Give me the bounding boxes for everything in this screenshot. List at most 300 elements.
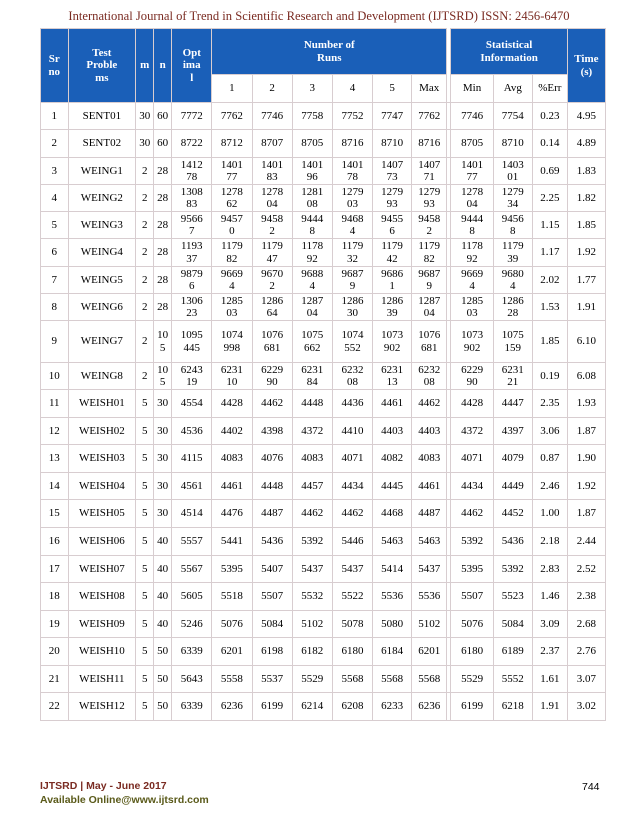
table-cell: 5102 [412, 611, 447, 638]
table-cell: 1076 681 [412, 321, 447, 363]
table-cell: 5 [136, 500, 154, 528]
table-cell: 4071 [332, 445, 372, 473]
table-cell: 5518 [212, 583, 252, 611]
table-cell: 4445 [373, 473, 412, 500]
table-cell: WEISH12 [68, 693, 136, 721]
table-cell: 6180 [451, 638, 493, 666]
table-cell: 4462 [412, 390, 447, 418]
table-cell: 1.46 [532, 583, 567, 611]
table-cell: 1287 04 [412, 294, 447, 321]
table-cell: 4428 [451, 390, 493, 418]
table-cell: 1407 73 [373, 158, 412, 185]
table-cell: 0.19 [532, 363, 567, 390]
table-cell: WEING6 [68, 294, 136, 321]
table-cell: 4461 [412, 473, 447, 500]
table-cell: 5 [136, 583, 154, 611]
table-cell: WEISH05 [68, 500, 136, 528]
table-cell: 7772 [172, 103, 212, 130]
table-cell: 2.46 [532, 473, 567, 500]
table-cell: 1073 902 [451, 321, 493, 363]
table-cell: 5076 [451, 611, 493, 638]
table-cell: 30 [154, 473, 172, 500]
table-cell: 4082 [373, 445, 412, 473]
header-m: m [136, 29, 154, 103]
table-cell: 6214 [292, 693, 332, 721]
table-cell: 40 [154, 528, 172, 556]
table-cell: WEING8 [68, 363, 136, 390]
table-cell: 9686 1 [373, 267, 412, 294]
table-cell: 1193 37 [172, 239, 212, 267]
table-cell: 5536 [373, 583, 412, 611]
table-cell: WEISH11 [68, 666, 136, 693]
table-cell: 4468 [373, 500, 412, 528]
table-cell: 22 [41, 693, 69, 721]
table-row [41, 130, 606, 158]
table-cell: 2 [136, 321, 154, 363]
table-cell: 5463 [412, 528, 447, 556]
table-cell: 6339 [172, 693, 212, 721]
table-cell: 1281 08 [292, 185, 332, 212]
table-cell: 2.25 [532, 185, 567, 212]
footer-website: Available Online@www.ijtsrd.com [40, 794, 209, 806]
table-cell: 30 [154, 445, 172, 473]
table-cell: 5395 [212, 556, 252, 583]
table-cell: 4536 [172, 418, 212, 445]
table-cell: 4487 [412, 500, 447, 528]
table-cell: 5507 [451, 583, 493, 611]
table-cell: 5437 [292, 556, 332, 583]
table-cell: 9456 8 [493, 212, 532, 239]
table-cell: 4462 [451, 500, 493, 528]
table-cell: 1.87 [567, 418, 605, 445]
table-cell: 5463 [373, 528, 412, 556]
table-cell: 5392 [451, 528, 493, 556]
table-cell: 9458 2 [412, 212, 447, 239]
table-cell: 2.52 [567, 556, 605, 583]
table-row [41, 239, 606, 267]
table-cell: SENT01 [68, 103, 136, 130]
table-cell: 4434 [451, 473, 493, 500]
table-cell: WEING7 [68, 321, 136, 363]
table-row [41, 363, 606, 390]
header-statistical-information: Statistical Information [451, 29, 567, 75]
table-cell: 30 [136, 130, 154, 158]
table-cell: 6201 [412, 638, 447, 666]
table-cell: 8712 [212, 130, 252, 158]
table-cell: 5076 [212, 611, 252, 638]
table-cell: 1076 681 [252, 321, 292, 363]
table-cell: 3.06 [532, 418, 567, 445]
table-cell: 5 [136, 418, 154, 445]
table-row [41, 583, 606, 611]
table-row [41, 418, 606, 445]
header-optimal: Opt ima l [172, 29, 212, 103]
table-cell: 1178 92 [292, 239, 332, 267]
table-cell: 5558 [212, 666, 252, 693]
subheader-cell: 2 [252, 75, 292, 103]
table-cell: 6184 [373, 638, 412, 666]
table-cell: 50 [154, 693, 172, 721]
subheader-cell: Avg [493, 75, 532, 103]
table-cell: 13 [41, 445, 69, 473]
table-cell: 5246 [172, 611, 212, 638]
table-cell: 5536 [412, 583, 447, 611]
table-cell: 4397 [493, 418, 532, 445]
table-cell: 1179 32 [332, 239, 372, 267]
table-cell: WEING2 [68, 185, 136, 212]
table-cell: 5507 [252, 583, 292, 611]
table-cell: 5537 [252, 666, 292, 693]
table-cell: 9669 4 [451, 267, 493, 294]
table-cell: 7758 [292, 103, 332, 130]
table-cell: 2 [136, 158, 154, 185]
table-cell: 5522 [332, 583, 372, 611]
table-cell: 50 [154, 638, 172, 666]
table-row [41, 158, 606, 185]
table-cell: 1.85 [567, 212, 605, 239]
table-cell: 2.38 [567, 583, 605, 611]
table-cell: 2.76 [567, 638, 605, 666]
table-cell: 1.17 [532, 239, 567, 267]
table-cell: 6189 [493, 638, 532, 666]
table-cell: 19 [41, 611, 69, 638]
table-cell: 9566 7 [172, 212, 212, 239]
table-cell: 8707 [252, 130, 292, 158]
table-cell: 1179 47 [252, 239, 292, 267]
table-cell: 7762 [212, 103, 252, 130]
table-cell: 1279 03 [332, 185, 372, 212]
table-cell: 8705 [292, 130, 332, 158]
table-cell: WEISH08 [68, 583, 136, 611]
table-cell: 5078 [332, 611, 372, 638]
table-cell: 4449 [493, 473, 532, 500]
subheader-cell: 4 [332, 75, 372, 103]
table-cell: 1178 92 [451, 239, 493, 267]
table-cell: 1279 93 [373, 185, 412, 212]
table-cell: 5437 [332, 556, 372, 583]
table-cell: 9680 4 [493, 267, 532, 294]
table-cell: 5 [136, 473, 154, 500]
table-row [41, 473, 606, 500]
table-cell: 9457 0 [212, 212, 252, 239]
table-row [41, 556, 606, 583]
table-cell: 3 [41, 158, 69, 185]
table-cell: 5392 [493, 556, 532, 583]
table-cell: 0.14 [532, 130, 567, 158]
subheader-cell: %Err [532, 75, 567, 103]
table-cell: 4461 [212, 473, 252, 500]
table-row [41, 500, 606, 528]
table-cell: WEING5 [68, 267, 136, 294]
table-cell: 4.89 [567, 130, 605, 158]
table-cell: 9687 9 [332, 267, 372, 294]
table-cell: 1.90 [567, 445, 605, 473]
table-cell: 0.23 [532, 103, 567, 130]
footer-issue: IJTSRD | May - June 2017 [40, 780, 167, 792]
results-table [40, 28, 606, 721]
table-cell: 2.83 [532, 556, 567, 583]
table-cell: 18 [41, 583, 69, 611]
table-cell: 9670 2 [252, 267, 292, 294]
table-cell: 16 [41, 528, 69, 556]
table-cell: WEING3 [68, 212, 136, 239]
table-cell: 4461 [373, 390, 412, 418]
table-row [41, 693, 606, 721]
table-cell: 5605 [172, 583, 212, 611]
table-cell: 4076 [252, 445, 292, 473]
table-cell: 4476 [212, 500, 252, 528]
table-cell: 4083 [412, 445, 447, 473]
table-cell: 1401 83 [252, 158, 292, 185]
table-row [41, 390, 606, 418]
table-cell: 8705 [451, 130, 493, 158]
table-cell: 28 [154, 158, 172, 185]
page-number: 744 [582, 781, 600, 793]
table-cell: 1073 902 [373, 321, 412, 363]
table-cell: 1286 30 [332, 294, 372, 321]
table-cell: 1.82 [567, 185, 605, 212]
table-cell: 5529 [292, 666, 332, 693]
table-cell: 1401 77 [212, 158, 252, 185]
table-cell: 5552 [493, 666, 532, 693]
header-test-problems: Test Proble ms [68, 29, 136, 103]
table-row [41, 666, 606, 693]
table-cell: 5080 [373, 611, 412, 638]
table-cell: 4436 [332, 390, 372, 418]
table-cell: 6231 84 [292, 363, 332, 390]
table-cell: 6233 [373, 693, 412, 721]
table-cell: 2.68 [567, 611, 605, 638]
table-cell: 5 [136, 693, 154, 721]
table-cell: 11 [41, 390, 69, 418]
table-cell: 1285 03 [212, 294, 252, 321]
table-cell: 4561 [172, 473, 212, 500]
subheader-cell: Max [412, 75, 447, 103]
table-cell: 2 [136, 363, 154, 390]
footer [40, 779, 209, 807]
table-cell: 40 [154, 556, 172, 583]
table-cell: 2.18 [532, 528, 567, 556]
table-cell: 5 [136, 638, 154, 666]
table-cell: WEISH02 [68, 418, 136, 445]
table-cell: 5407 [252, 556, 292, 583]
table-cell: 1.91 [532, 693, 567, 721]
table-cell: 9879 6 [172, 267, 212, 294]
table-cell: 2.37 [532, 638, 567, 666]
table-cell: 7754 [493, 103, 532, 130]
table-cell: 1.83 [567, 158, 605, 185]
table-cell: 9 [41, 321, 69, 363]
table-cell: 6208 [332, 693, 372, 721]
table-cell: 4410 [332, 418, 372, 445]
table-cell: 5414 [373, 556, 412, 583]
table-cell: 5568 [412, 666, 447, 693]
table-cell: 1075 159 [493, 321, 532, 363]
table-cell: 2 [136, 185, 154, 212]
table-cell: 2 [136, 294, 154, 321]
table-cell: 9458 2 [252, 212, 292, 239]
table-cell: 5532 [292, 583, 332, 611]
table-cell: 9468 4 [332, 212, 372, 239]
table-cell: 1403 01 [493, 158, 532, 185]
table-cell: 7747 [373, 103, 412, 130]
table-cell: 6243 19 [172, 363, 212, 390]
table-cell: 1.91 [567, 294, 605, 321]
table-cell: 6199 [252, 693, 292, 721]
table-cell: 4428 [212, 390, 252, 418]
table-cell: 4402 [212, 418, 252, 445]
table-cell: 1306 23 [172, 294, 212, 321]
table-cell: 4487 [252, 500, 292, 528]
table-cell: WEING1 [68, 158, 136, 185]
table-row [41, 212, 606, 239]
table-cell: 4462 [332, 500, 372, 528]
table-cell: 6236 [412, 693, 447, 721]
table-cell: 5395 [451, 556, 493, 583]
table-cell: WEISH06 [68, 528, 136, 556]
table-cell: 2.02 [532, 267, 567, 294]
table-cell: 1412 78 [172, 158, 212, 185]
table-cell: 60 [154, 103, 172, 130]
table-cell: 5567 [172, 556, 212, 583]
table-cell: WEISH09 [68, 611, 136, 638]
table-cell: SENT02 [68, 130, 136, 158]
table-cell: 3.02 [567, 693, 605, 721]
table-cell: 3.09 [532, 611, 567, 638]
table-cell: 28 [154, 239, 172, 267]
table-cell: 5436 [493, 528, 532, 556]
journal-header: International Journal of Trend in Scientific Research and Development (IJTSRD) ISSN: 2456-6470 [68, 9, 570, 23]
table-cell: 30 [154, 500, 172, 528]
table-cell: 5441 [212, 528, 252, 556]
table-cell: 5436 [252, 528, 292, 556]
table-cell: 4372 [292, 418, 332, 445]
table-cell: 1.93 [567, 390, 605, 418]
table-cell: 1279 34 [493, 185, 532, 212]
table-cell: 4083 [292, 445, 332, 473]
table-cell: 5529 [451, 666, 493, 693]
table-cell: 5568 [332, 666, 372, 693]
table-row [41, 103, 606, 130]
table-cell: 5 [136, 556, 154, 583]
table-cell: 8722 [172, 130, 212, 158]
table-row [41, 611, 606, 638]
table-cell: 9455 6 [373, 212, 412, 239]
table-cell: 5568 [373, 666, 412, 693]
table-cell: 28 [154, 212, 172, 239]
table-cell: 0.87 [532, 445, 567, 473]
table-cell: 9687 9 [412, 267, 447, 294]
table-cell: 21 [41, 666, 69, 693]
table-cell: 1287 04 [292, 294, 332, 321]
table-cell: 1278 04 [451, 185, 493, 212]
table-cell: 2 [136, 239, 154, 267]
table-cell: 4514 [172, 500, 212, 528]
table-cell: 4 [41, 185, 69, 212]
table-row [41, 321, 606, 363]
table-cell: 10 [41, 363, 69, 390]
table-cell: 4403 [373, 418, 412, 445]
header-number-of-runs: Number of Runs [212, 29, 447, 75]
table-cell: 1.15 [532, 212, 567, 239]
table-cell: 4079 [493, 445, 532, 473]
table-cell: 40 [154, 583, 172, 611]
table-cell: 5446 [332, 528, 372, 556]
table-row [41, 638, 606, 666]
table-row [41, 528, 606, 556]
table-cell: WEING4 [68, 239, 136, 267]
table-cell: 7762 [412, 103, 447, 130]
table-cell: 1401 78 [332, 158, 372, 185]
table-cell: 8710 [373, 130, 412, 158]
table-cell: 5523 [493, 583, 532, 611]
table-cell: 4.95 [567, 103, 605, 130]
table-cell: 9444 8 [292, 212, 332, 239]
table-cell: 4372 [451, 418, 493, 445]
table-cell: 6.08 [567, 363, 605, 390]
table-cell: 4403 [412, 418, 447, 445]
table-cell: 30 [154, 390, 172, 418]
table-cell: 7746 [451, 103, 493, 130]
table-cell: WEISH04 [68, 473, 136, 500]
table-cell: 7746 [252, 103, 292, 130]
table-cell: 6198 [252, 638, 292, 666]
table-cell: 4462 [252, 390, 292, 418]
table-cell: 8710 [493, 130, 532, 158]
table-row [41, 185, 606, 212]
table-cell: 7 [41, 267, 69, 294]
table-cell: 2.44 [567, 528, 605, 556]
table-row [41, 294, 606, 321]
table-cell: 4457 [292, 473, 332, 500]
subheader-cell: 3 [292, 75, 332, 103]
table-cell: 4071 [451, 445, 493, 473]
table-cell: 5 [136, 666, 154, 693]
table-cell: 1075 662 [292, 321, 332, 363]
table-cell: 1179 82 [212, 239, 252, 267]
table-cell: 1074 552 [332, 321, 372, 363]
table-cell: 1095 445 [172, 321, 212, 363]
table-cell: 1278 62 [212, 185, 252, 212]
table-cell: 6231 10 [212, 363, 252, 390]
table-cell: 6 [41, 239, 69, 267]
table-cell: 1.00 [532, 500, 567, 528]
table-cell: 10 5 [154, 363, 172, 390]
table-cell: 4452 [493, 500, 532, 528]
table-cell: 4447 [493, 390, 532, 418]
table-cell: 4083 [212, 445, 252, 473]
table-cell: 4554 [172, 390, 212, 418]
table-cell: 4448 [292, 390, 332, 418]
table-cell: 2 [41, 130, 69, 158]
table-cell: 50 [154, 666, 172, 693]
table-cell: 1286 28 [493, 294, 532, 321]
table-cell: 6232 08 [332, 363, 372, 390]
table-cell: WEISH07 [68, 556, 136, 583]
table-cell: 5437 [412, 556, 447, 583]
header-n: n [154, 29, 172, 103]
table-cell: 5 [136, 445, 154, 473]
table-cell: 1286 39 [373, 294, 412, 321]
table-cell: 5557 [172, 528, 212, 556]
table-cell: 1401 77 [451, 158, 493, 185]
table-cell: 5102 [292, 611, 332, 638]
subheader-cell: 1 [212, 75, 252, 103]
table-row [41, 445, 606, 473]
table-cell: 9444 8 [451, 212, 493, 239]
table-cell: WEISH01 [68, 390, 136, 418]
subheader-cell: Min [451, 75, 493, 103]
